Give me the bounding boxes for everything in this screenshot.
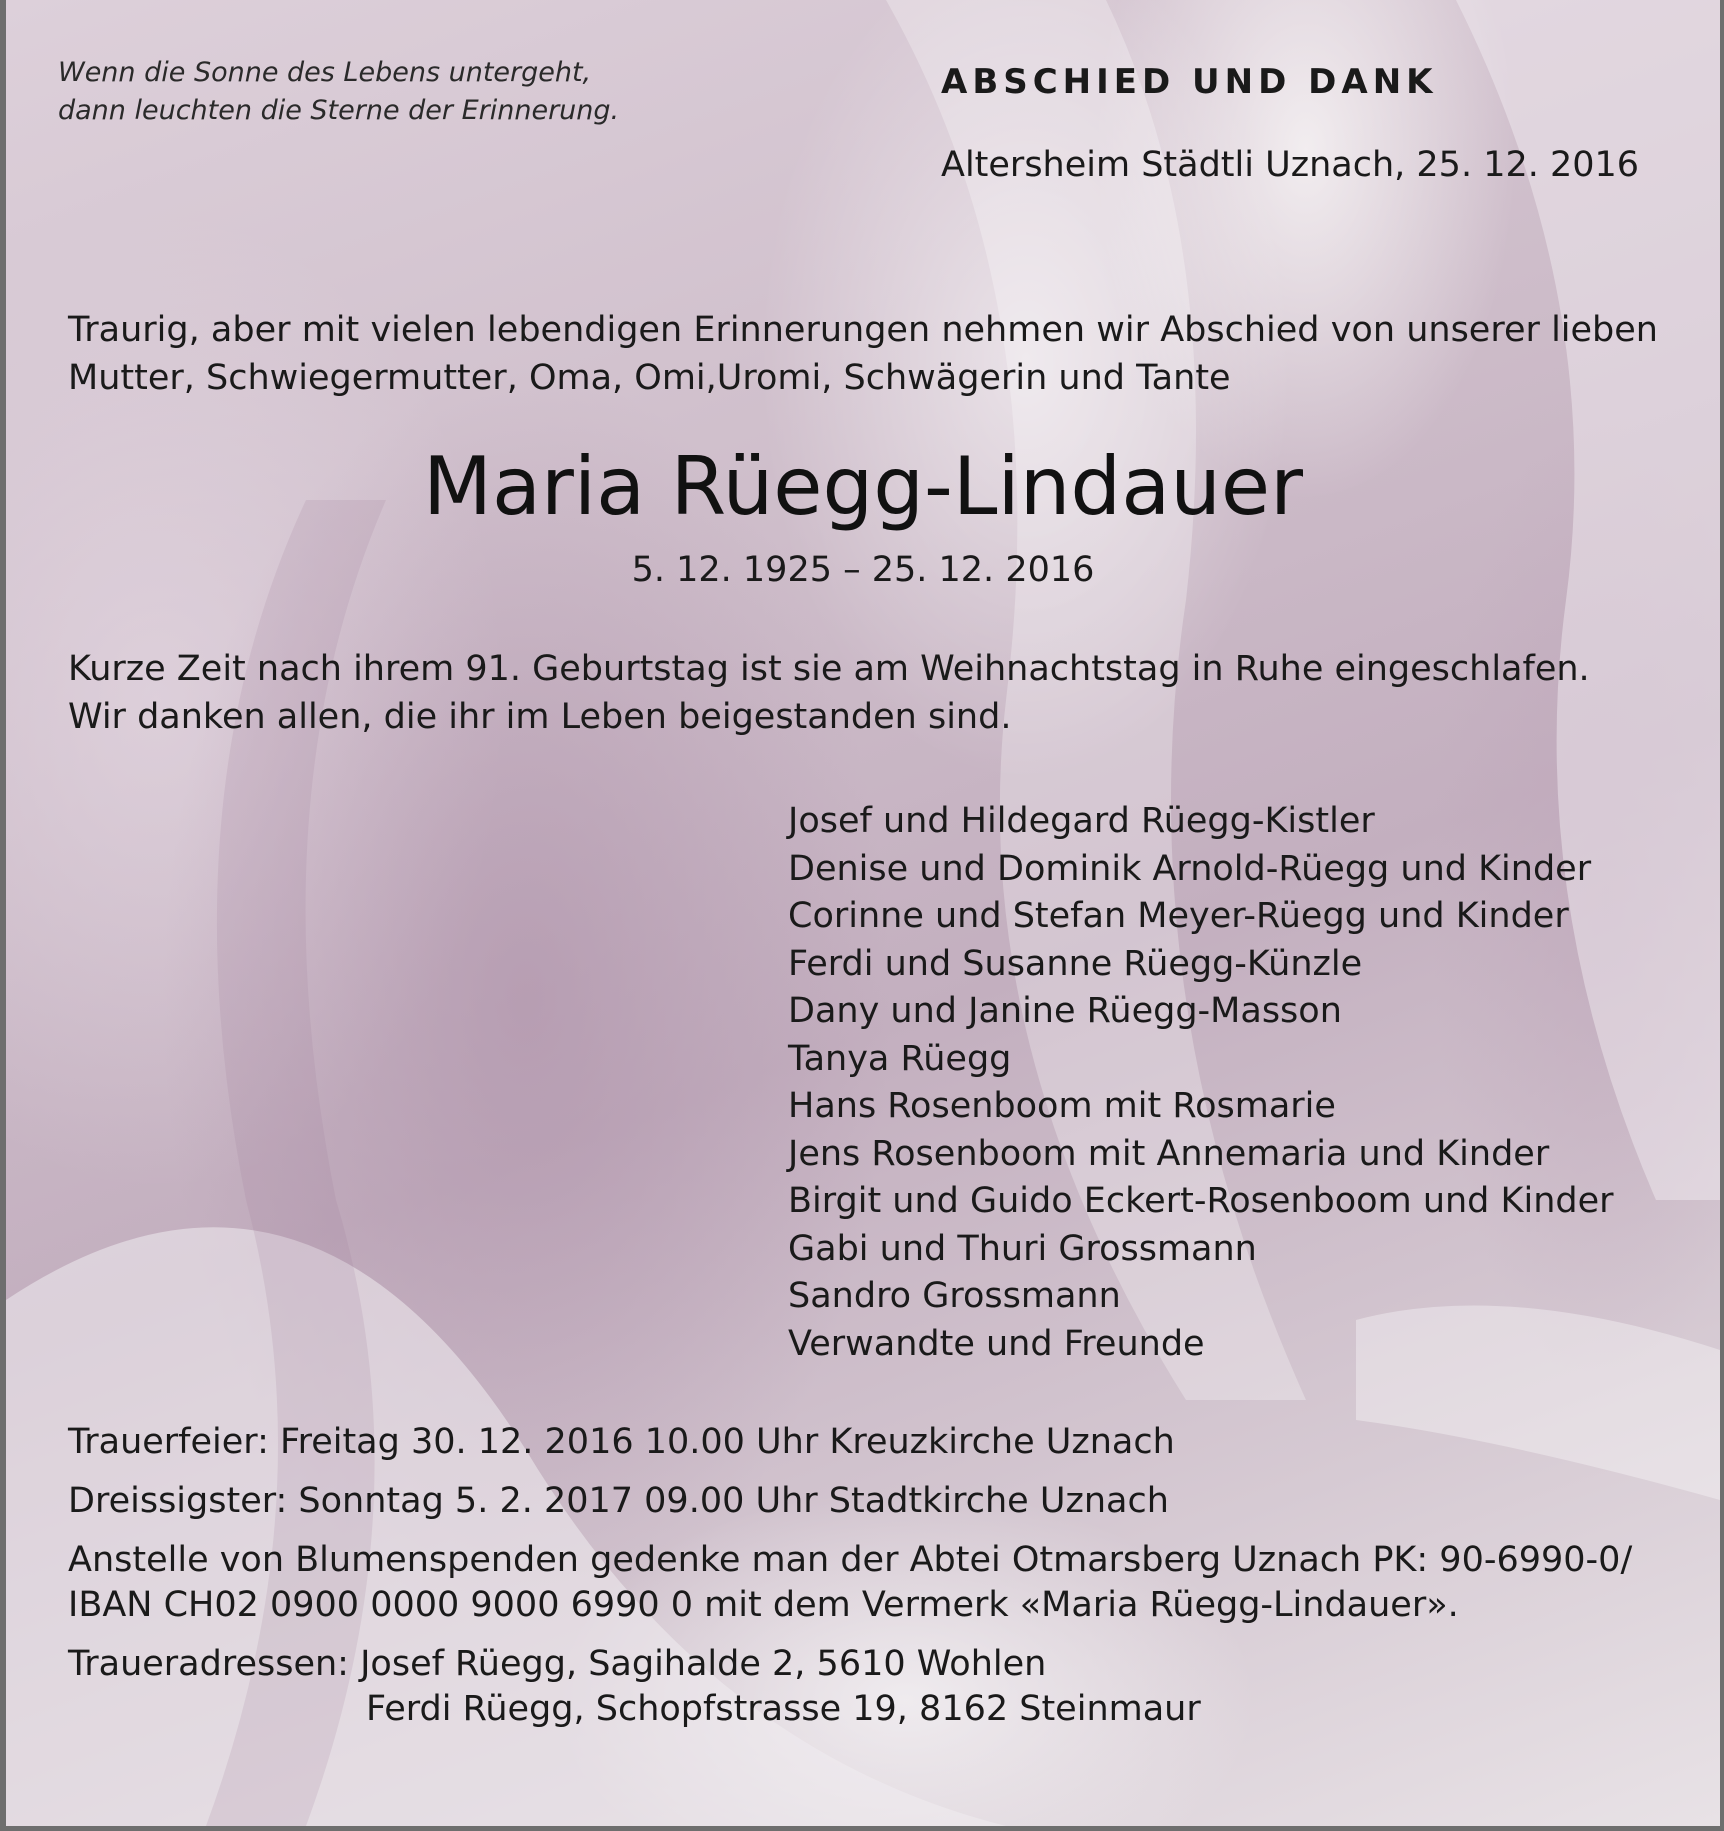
- mourner-item: Jens Rosenboom mit Annemaria und Kinder: [788, 1133, 1550, 1174]
- donation-line-2: IBAN CH02 0900 0000 9000 6990 0 mit dem Vermerk «Maria Rüegg-Lindauer».: [68, 1585, 1459, 1625]
- address-line-1: Traueradressen: Josef Rüegg, Sagihalde 2, 5610 Wohlen: [68, 1644, 1047, 1684]
- message-line-1: Kurze Zeit nach ihrem 91. Geburtstag ist sie am Weihnachtstag in Ruhe eingeschlafen.: [68, 649, 1590, 689]
- deceased-name: Maria Rüegg-Lindauer: [422, 440, 1304, 533]
- thirtieth-info: Dreissigster: Sonntag 5. 2. 2017 09.00 Uhr Stadtkirche Uznach: [68, 1481, 1169, 1521]
- mourner-item: Gabi und Thuri Grossmann: [788, 1228, 1257, 1269]
- mourners-list: [788, 798, 1688, 1368]
- address-line-2: Ferdi Rüegg, Schopfstrasse 19, 8162 Steinmaur: [366, 1689, 1201, 1729]
- motto-line-2: dann leuchten die Sterne der Erinnerung.: [58, 95, 620, 126]
- funeral-info: Trauerfeier: Freitag 30. 12. 2016 10.00 Uhr Kreuzkirche Uznach: [68, 1422, 1175, 1462]
- place-and-date: Altersheim Städtli Uznach, 25. 12. 2016: [941, 145, 1640, 185]
- notice-heading: ABSCHIED UND DANK: [941, 62, 1438, 102]
- mourner-item: Denise und Dominik Arnold-Rüegg und Kinder: [788, 848, 1592, 889]
- mourner-item: Birgit und Guido Eckert-Rosenboom und Kinder: [788, 1181, 1614, 1221]
- intro-text: Traurig, aber mit vielen lebendigen Erinnerungen nehmen wir Abschied von unserer lieben Mutter, Schwiegermutter, Oma, Omi,Uromi, Schwägerin und Tante: [68, 310, 1658, 398]
- mourner-item: Josef und Hildegard Rüegg-Kistler: [788, 801, 1375, 841]
- message-line-2: Wir danken allen, die ihr im Leben beigestanden sind.: [68, 697, 1012, 737]
- service-details: [68, 1420, 1688, 1746]
- mourner-item: Dany und Janine Rüegg-Masson: [788, 991, 1342, 1031]
- motto-line-1: Wenn die Sonne des Lebens untergeht,: [58, 57, 592, 88]
- mourner-item: Tanya Rüegg: [788, 1038, 1012, 1079]
- obituary-sheet: [6, 0, 1720, 1826]
- mourner-item: Sandro Grossmann: [788, 1276, 1121, 1316]
- mourner-item: Ferdi und Susanne Rüegg-Künzle: [788, 943, 1363, 984]
- mourner-item: Hans Rosenboom mit Rosmarie: [788, 1086, 1336, 1126]
- donation-line-1: Anstelle von Blumenspenden gedenke man der Abtei Otmarsberg Uznach PK: 90-6990-0/: [68, 1540, 1633, 1580]
- mourner-item: Verwandte und Freunde: [788, 1323, 1205, 1364]
- motto-quote: [58, 54, 698, 130]
- donation-info: [68, 1538, 1688, 1628]
- farewell-message: [68, 645, 1688, 741]
- mourning-addresses: [68, 1642, 1688, 1732]
- life-dates: 5. 12. 1925 – 25. 12. 2016: [631, 550, 1095, 590]
- mourner-item: Corinne und Stefan Meyer-Rüegg und Kinder: [788, 896, 1569, 936]
